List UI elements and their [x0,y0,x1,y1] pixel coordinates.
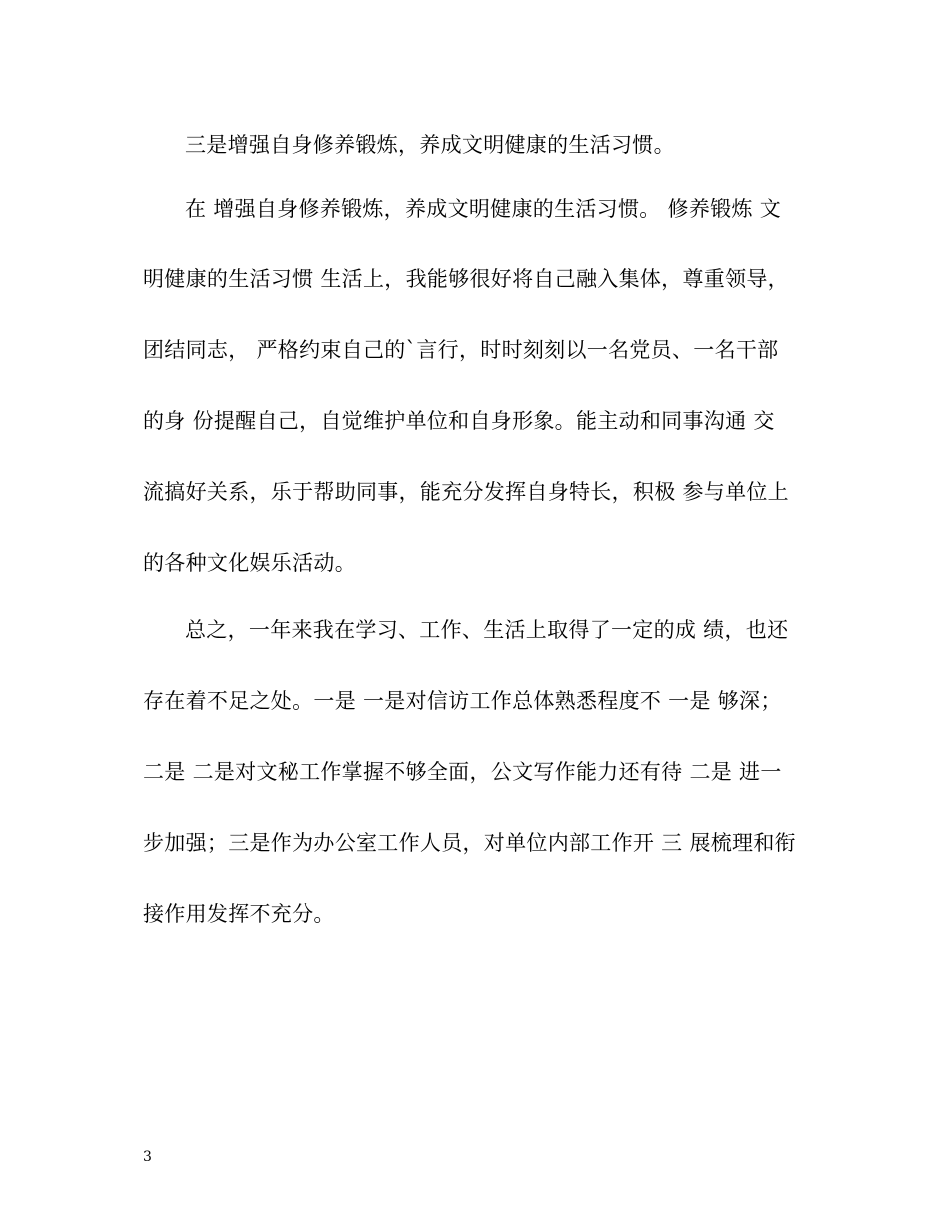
paragraph-line: 步加强；三是作为办公室工作人员，对单位内部工作开 三 展梳理和衔 [143,831,796,855]
paragraph-line: 流搞好关系，乐于帮助同事，能充分发挥自身特长，积极 参与单位上 [143,480,789,504]
paragraph-line: 的各种文化娱乐活动。 [143,551,356,575]
paragraph-line: 接作用发挥不充分。 [143,902,335,926]
page-number: 3 [143,1149,152,1165]
paragraph-line: 总之，一年来我在学习、工作、生活上取得了一定的成 绩，也还 [185,618,789,642]
paragraph-line: 的身 份提醒自己，自觉维护单位和自身形象。能主动和同事沟通 交 [143,409,775,433]
paragraph-line: 存在着不足之处。一是 一是对信访工作总体熟悉程度不 一是 够深； [143,689,782,713]
paragraph-line: 团结同志， 严格约束自己的`言行，时时刻刻以一名党员、一名干部 [143,338,779,362]
paragraph-line: 二是 二是对文秘工作掌握不够全面，公文写作能力还有待 二是 进一 [143,760,782,784]
paragraph-line: 在 增强自身修养锻炼，养成文明健康的生活习惯。 修养锻炼 文 [185,197,782,221]
paragraph-line: 三是增强自身修养锻炼，养成文明健康的生活习惯。 [185,133,675,157]
paragraph-line: 明健康的生活习惯 生活上，我能够很好将自己融入集体，尊重领导， [143,267,789,291]
